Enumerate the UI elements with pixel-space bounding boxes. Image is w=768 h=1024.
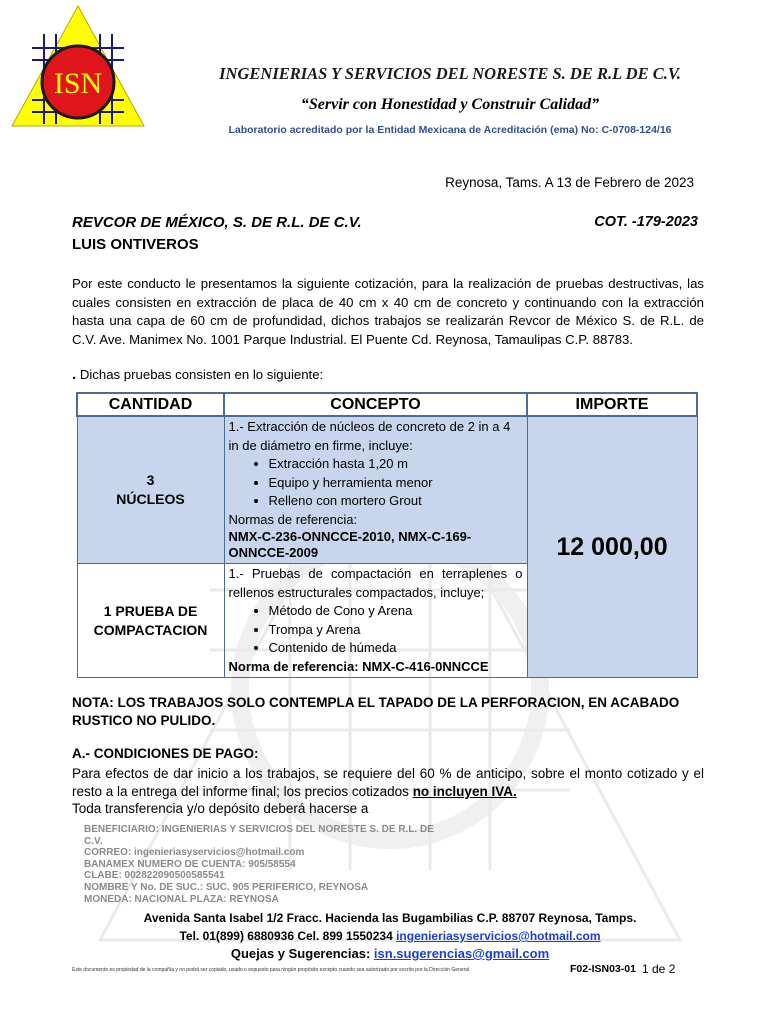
- footer-phones-line: [70, 927, 710, 945]
- intro-dot: .: [72, 366, 77, 383]
- client-company: REVCOR DE MÉXICO, S. DE R.L. DE C.V.: [72, 214, 362, 231]
- footer-contact: [70, 909, 710, 963]
- row1-qty-label: NÚCLEOS: [116, 491, 185, 507]
- amount-cell: [527, 416, 697, 678]
- page-number: 1 de 2: [642, 962, 676, 976]
- footer-complaints-email-link[interactable]: isn.sugerencias@gmail.com: [373, 946, 550, 961]
- bank-line: BENEFICIARIO: INGENIERIAS Y SERVICIOS DEL NORESTE S. DE R.L. DE C.V.: [84, 824, 434, 847]
- row1-qty-number: 3: [146, 472, 155, 488]
- header-concepto: CONCEPTO: [224, 393, 527, 416]
- intro-paragraph: Por este conducto le presentamos la siguiente cotización, para la realización de pruebas destructivas, las cuales consisten en extracción de placa de 40 cm x 40 cm de concreto y continuando con la extracción hasta una capa de 60 cm de profundidad, dichos trabajos se realizarán Revcor de México S. de R.L. de C.V. Ave. Manimex No. 1001 Parque Industrial. El Puente Cd. Reynosa, Tamaulipas C.P. 88783.: [72, 276, 704, 347]
- row1-concept: [224, 416, 527, 564]
- quote-table: [76, 392, 698, 678]
- footer-email-link[interactable]: ingenieriasyservicios@hotmail.com: [396, 929, 601, 943]
- logo-text: ISN: [53, 67, 103, 100]
- bank-details: [84, 824, 444, 905]
- row1-quantity: [77, 416, 224, 564]
- row2-quantity: [77, 564, 224, 678]
- bank-line: NOMBRE Y No. DE SUC.: SUC. 905 PERIFERICO, REYNOSA: [84, 881, 369, 893]
- table-header-row: [77, 393, 697, 416]
- conditions-title: A.- CONDICIONES DE PAGO:: [72, 746, 259, 761]
- bank-line: CORREO: ingenieriasyservicios@hotmail.com: [84, 847, 305, 859]
- isn-logo: [10, 4, 146, 128]
- row1-concept-intro: 1.- Extracción de núcleos de concreto de 2 in a 4 in de diámetro en firme, incluye:: [228, 419, 511, 453]
- list-item: • Extracción hasta 1,20 m: [269, 455, 523, 474]
- document-date: Reynosa, Tams. A 13 de Febrero de 2023: [445, 175, 694, 190]
- nota-text: NOTA: LOS TRABAJOS SOLO CONTEMPLA EL TAPADO DE LA PERFORACION, EN ACABADO RUSTICO NO PULIDO.: [72, 695, 680, 728]
- row2-concept-intro: 1.- Pruebas de compactación en terraplenes o rellenos estructurales compactados, incluye;: [228, 566, 523, 600]
- footer-fine-print: Este documento es propiedad de la compañía y no podrá ser copiado, usado o expuesto para ningún propósito excepto cuando sea autorizado por escrito por la Dirección General: [72, 967, 470, 973]
- header-importe: IMPORTE: [527, 393, 697, 416]
- header-cantidad: CANTIDAD: [77, 393, 224, 416]
- row1-norm-value: NMX-C-236-ONNCCE-2010, NMX-C-169-ONNCCE-2009: [228, 529, 472, 560]
- company-slogan: “Servir con Honestidad y Construir Calidad”: [300, 96, 600, 113]
- client-contact: LUIS ONTIVEROS: [72, 236, 199, 253]
- list-item: • Método de Cono y Arena: [269, 602, 523, 621]
- list-item: • Relleno con mortero Grout: [269, 492, 523, 511]
- row2-qty-label: 1 PRUEBA DE COMPACTACION: [93, 602, 208, 638]
- row2-items: [229, 602, 523, 658]
- quote-number: COT. -179-2023: [594, 214, 698, 230]
- footer-address: Avenida Santa Isabel 1/2 Fracc. Hacienda las Bugambilias C.P. 88707 Reynosa, Tamps.: [143, 911, 637, 925]
- footer-complaints-line: [70, 945, 710, 963]
- intro-line-text: Dichas pruebas consisten en lo siguiente:: [76, 367, 324, 382]
- list-item: • Trompa y Arena: [269, 621, 523, 640]
- bank-line: CLABE: 002822090500585541: [84, 870, 225, 882]
- conditions-text: [72, 765, 704, 801]
- form-code: F02-ISN03-01: [570, 963, 636, 975]
- bank-line: MONEDA: NACIONAL PLAZA: REYNOSA: [84, 893, 279, 905]
- conditions-no-iva: no incluyen IVA.: [412, 784, 517, 799]
- amount-value: 12 000,00: [556, 532, 668, 561]
- intro-line: [72, 366, 323, 383]
- row2-norm: Norma de referencia: NMX-C-416-0NNCCE: [228, 658, 489, 674]
- list-item: • Equipo y herramienta menor: [269, 474, 523, 493]
- list-item: • Contenido de húmeda: [269, 639, 523, 658]
- row1-norm-label: Normas de referencia:: [228, 511, 358, 527]
- footer-phones: Tel. 01(899) 6880936 Cel. 899 1550234: [179, 929, 397, 943]
- footer-complaints-label: Quejas y Sugerencias:: [230, 946, 374, 961]
- transfer-line: Toda transferencia y/o depósito deberá hacerse a: [72, 801, 369, 816]
- row2-concept: [224, 564, 527, 678]
- company-name: INGENIERIAS Y SERVICIOS DEL NORESTE S. DE R.L DE C.V.: [219, 64, 681, 83]
- table-row: [77, 416, 697, 564]
- bank-line: BANAMEX NUMERO DE CUENTA: 905/58554: [84, 858, 296, 870]
- accreditation-line: Laboratorio acreditado por la Entidad Mexicana de Acreditación (ema) No: C-0708-124/16: [228, 124, 672, 136]
- conditions-text-before: Para efectos de dar inicio a los trabajos, se requiere del 60 % de anticipo, sobre el monto cotizado y el resto a la entrega del informe final; los precios cotizados: [72, 766, 704, 799]
- row1-items: [229, 455, 523, 511]
